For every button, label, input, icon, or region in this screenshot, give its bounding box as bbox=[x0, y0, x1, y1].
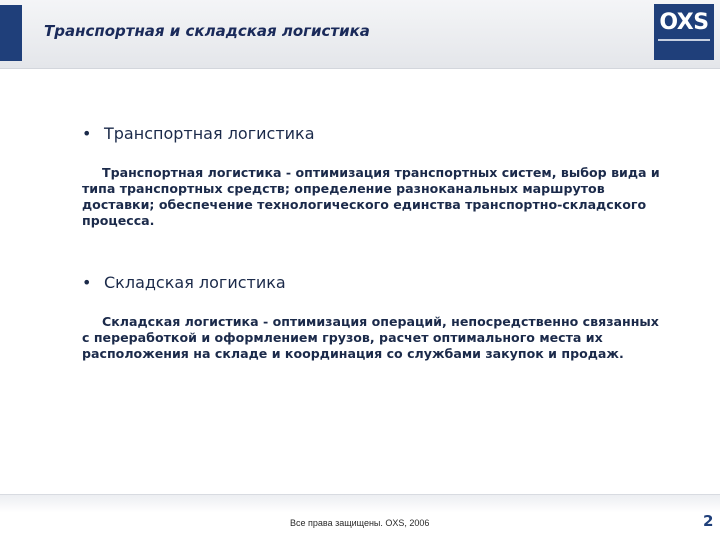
bullet-heading-text: Складская логистика bbox=[104, 273, 286, 292]
slide-header bbox=[0, 0, 720, 69]
footer-copyright: Все права защищены. OXS, 2006 bbox=[290, 518, 430, 528]
bullet-icon: • bbox=[82, 124, 92, 143]
slide-footer bbox=[0, 494, 720, 540]
section-paragraph: Складская логистика - оптимизация операций, непосредственно связанных с переработкой и оформлением грузов, расчет оптимального места их расположения на складе и координация со службами закупок и продаж. bbox=[82, 314, 659, 361]
section-transport bbox=[82, 124, 662, 229]
slide-title: Транспортная и складская логистика bbox=[44, 22, 370, 40]
header-accent-bar bbox=[0, 5, 22, 61]
logo-text: OXS bbox=[659, 10, 709, 35]
bullet-heading bbox=[82, 124, 662, 143]
bullet-icon: • bbox=[82, 273, 92, 292]
page-number: 2 bbox=[703, 512, 714, 530]
bullet-heading-text: Транспортная логистика bbox=[104, 124, 315, 143]
section-paragraph: Транспортная логистика - оптимизация транспортных систем, выбор вида и типа транспортных средств; определение разноканальных маршрутов доставки; обеспечение технологического единства транспортно-складского процесса. bbox=[82, 165, 660, 228]
logo-underline bbox=[658, 39, 710, 41]
bullet-heading bbox=[82, 273, 662, 292]
section-warehouse bbox=[82, 273, 662, 362]
slide-content bbox=[82, 124, 662, 362]
oxs-logo bbox=[654, 4, 714, 60]
footer-divider bbox=[0, 494, 720, 495]
